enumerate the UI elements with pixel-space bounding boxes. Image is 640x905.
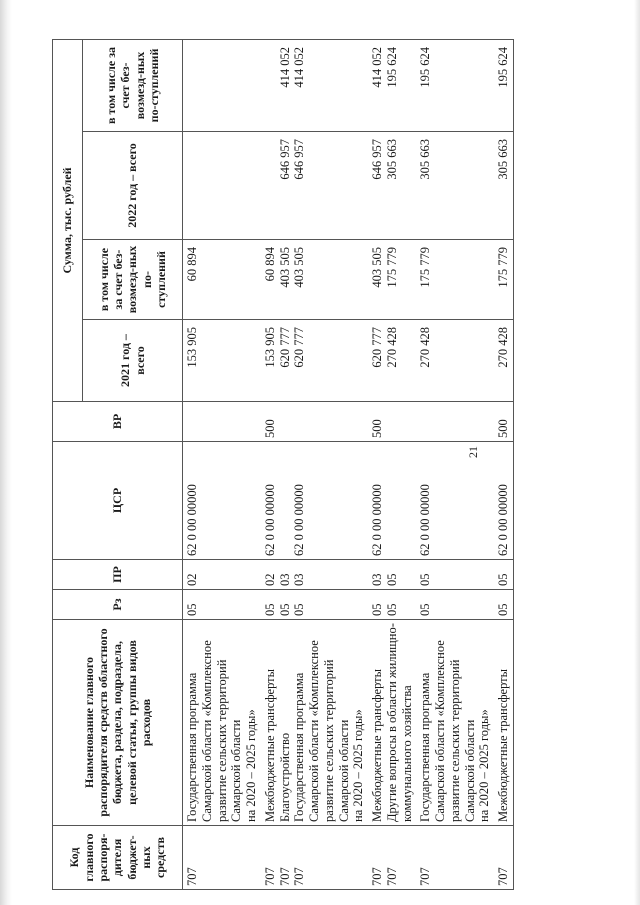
cell-line: 707 xyxy=(418,867,433,886)
total-2022-cell xyxy=(261,132,368,240)
cell-line: Государственная программа Самарской области «Комплексное развитие сельских территорий Самарской области xyxy=(185,640,244,822)
cell-line: Государственная программа Самарской области «Комплексное развитие сельских территорий Самарской области xyxy=(418,640,477,822)
vr-cell xyxy=(183,402,261,442)
cell-line: Межбюджетные трансферты xyxy=(262,668,277,822)
rz-cell xyxy=(416,590,494,620)
cell-line: 707 xyxy=(277,867,292,886)
header-code-main: Код главного распоря-дителя бюджет-ных средств xyxy=(53,826,183,890)
cell-line xyxy=(385,405,400,438)
vr-cell xyxy=(416,402,494,442)
cell-line: 707 xyxy=(262,867,277,886)
csr-cell xyxy=(494,442,513,560)
code-cell xyxy=(368,826,416,890)
cell-line: 05 xyxy=(384,573,399,586)
table-row xyxy=(416,39,494,889)
pr-cell xyxy=(368,560,416,590)
csr-cell xyxy=(183,442,261,560)
pr-cell xyxy=(183,560,261,590)
cell-line: 05 xyxy=(418,603,433,616)
cell-line: 05 xyxy=(496,573,510,586)
total-2021-cell xyxy=(368,320,416,402)
table-row xyxy=(494,39,513,889)
csr-cell xyxy=(261,442,368,560)
cell-line: 153 905 xyxy=(262,327,277,368)
cell-line: 60 894 xyxy=(185,247,199,282)
rz-cell xyxy=(368,590,416,620)
cell-line: 305 663 xyxy=(496,139,510,180)
code-cell xyxy=(261,826,368,890)
cell-line: 500 xyxy=(370,419,384,438)
cell-line: 62 0 00 00000 xyxy=(496,484,510,556)
cell-line: 707 xyxy=(384,867,399,886)
cell-line xyxy=(185,405,200,438)
cell-line: 62 0 00 00000 xyxy=(185,484,199,556)
cell-line: 305 663 xyxy=(418,139,433,180)
cell-line: 175 779 xyxy=(418,247,433,288)
header-2022-total: 2022 год – всего xyxy=(83,132,183,240)
gratuitous-2022-cell xyxy=(416,39,494,131)
name-cell xyxy=(416,620,494,826)
page-number: 21 xyxy=(466,446,480,458)
cell-line xyxy=(278,445,293,556)
cell-line: 620 777 xyxy=(370,327,384,368)
pr-cell xyxy=(416,560,494,590)
name-cell xyxy=(494,620,513,826)
cell-line: 175 779 xyxy=(384,247,399,288)
csr-cell xyxy=(368,442,416,560)
gratuitous-2021-cell xyxy=(494,240,513,320)
cell-line: 620 777 xyxy=(292,327,307,368)
cell-line: 195 624 xyxy=(418,46,433,88)
total-2021-cell xyxy=(183,320,261,402)
pr-cell xyxy=(261,560,368,590)
cell-line: Государственная программа Самарской области «Комплексное развитие сельских территорий Самарской области xyxy=(292,640,351,822)
cell-line: Межбюджетные трансферты xyxy=(496,668,510,822)
cell-line xyxy=(185,139,200,236)
cell-line: 707 xyxy=(292,867,307,886)
cell-line: 620 777 xyxy=(277,327,292,368)
cell-line: 414 052 xyxy=(292,46,307,88)
cell-line: 62 0 00 00000 xyxy=(262,484,277,556)
cell-line: Межбюджетные трансферты xyxy=(370,668,384,822)
cell-line: 414 052 xyxy=(370,46,384,88)
cell-line: 02 xyxy=(185,573,199,586)
cell-line: 414 052 xyxy=(277,46,292,88)
cell-line: 62 0 00 00000 xyxy=(418,484,433,556)
header-rz: Рз xyxy=(53,590,183,620)
total-2022-cell xyxy=(494,132,513,240)
table-body xyxy=(183,39,514,889)
cell-line: 403 505 xyxy=(277,247,292,288)
cell-line: 175 779 xyxy=(496,247,510,288)
cell-line: 403 505 xyxy=(370,247,384,288)
header-sum-group: Сумма, тыс. рублей xyxy=(53,39,83,401)
cell-line xyxy=(263,139,278,236)
cell-line: 707 xyxy=(496,867,510,886)
cell-line xyxy=(292,405,307,438)
cell-line: 03 xyxy=(277,573,292,586)
table-row xyxy=(183,39,261,889)
cell-line: 707 xyxy=(185,867,199,886)
rz-cell xyxy=(183,590,261,620)
cell-line: 500 xyxy=(262,419,277,438)
gratuitous-2022-cell xyxy=(494,39,513,131)
cell-line: 62 0 00 00000 xyxy=(292,484,307,556)
cell-line: 500 xyxy=(496,419,510,438)
cell-line: 05 xyxy=(185,603,199,616)
rz-cell xyxy=(261,590,368,620)
pr-cell xyxy=(494,560,513,590)
cell-line xyxy=(278,405,293,438)
scan-edge xyxy=(0,0,12,905)
table-row xyxy=(368,39,416,889)
header-csr: ЦСР xyxy=(53,442,183,560)
budget-table xyxy=(52,39,514,890)
name-cell xyxy=(183,620,261,826)
cell-line: 05 xyxy=(384,603,399,616)
cell-line: 05 xyxy=(262,603,277,616)
code-cell xyxy=(183,826,261,890)
cell-line: 02 xyxy=(262,573,277,586)
header-vr: ВР xyxy=(53,402,183,442)
cell-line: 646 957 xyxy=(277,139,292,180)
cell-line: 03 xyxy=(292,573,307,586)
cell-line: 646 957 xyxy=(370,139,384,180)
cell-line: 05 xyxy=(292,603,307,616)
cell-line: 03 xyxy=(370,573,384,586)
cell-line: 05 xyxy=(418,573,433,586)
vr-cell xyxy=(368,402,416,442)
cell-line: 62 0 00 00000 xyxy=(370,484,384,556)
name-cell xyxy=(261,620,368,826)
header-name: Наименование главного распорядителя средств областного бюджета, раздела, подраздела, целевой статьи, группы видов расходов xyxy=(53,620,183,826)
cell-line: Другие вопросы в области жилищно-коммунального хозяйства xyxy=(384,623,414,822)
header-pr: ПР xyxy=(53,560,183,590)
gratuitous-2021-cell xyxy=(183,240,261,320)
rz-cell xyxy=(494,590,513,620)
gratuitous-2022-cell xyxy=(368,39,416,131)
cell-line xyxy=(185,47,200,128)
header-2021-total: 2021 год – всего xyxy=(83,320,183,402)
cell-line xyxy=(263,47,278,128)
cell-line: 403 505 xyxy=(292,247,307,288)
cell-line: 195 624 xyxy=(496,46,510,88)
cell-line: 270 428 xyxy=(418,327,433,368)
cell-line: на 2020 – 2025 годы» xyxy=(351,709,366,822)
cell-line: 270 428 xyxy=(384,327,399,368)
name-cell xyxy=(368,620,416,826)
cell-line: 707 xyxy=(370,867,384,886)
cell-line: 646 957 xyxy=(292,139,307,180)
header-2022-gratuitous: в том числе за счет без-возмезд-ных по-ступлений xyxy=(83,39,183,131)
csr-cell xyxy=(416,442,494,560)
cell-line: на 2020 – 2025 годы» xyxy=(244,709,258,822)
header-2021-gratuitous: в том числе за счет без-возмезд-ных по-ступлений xyxy=(83,240,183,320)
vr-cell xyxy=(261,402,368,442)
code-cell xyxy=(494,826,513,890)
cell-line: 05 xyxy=(496,603,510,616)
total-2021-cell xyxy=(261,320,368,402)
cell-line xyxy=(385,445,400,556)
gratuitous-2022-cell xyxy=(261,39,368,131)
total-2022-cell xyxy=(183,132,261,240)
code-cell xyxy=(416,826,494,890)
table-row xyxy=(261,39,368,889)
total-2021-cell xyxy=(494,320,513,402)
total-2022-cell xyxy=(368,132,416,240)
cell-line: на 2020 – 2025 годы» xyxy=(477,709,492,822)
cell-line: 60 894 xyxy=(262,247,277,282)
gratuitous-2021-cell xyxy=(261,240,368,320)
vr-cell xyxy=(494,402,513,442)
cell-line: 05 xyxy=(370,603,384,616)
cell-line: 05 xyxy=(277,603,292,616)
total-2022-cell xyxy=(416,132,494,240)
cell-line: 195 624 xyxy=(384,46,399,88)
budget-table-rotated xyxy=(52,40,636,890)
cell-line: 153 905 xyxy=(185,327,199,368)
gratuitous-2021-cell xyxy=(416,240,494,320)
gratuitous-2021-cell xyxy=(368,240,416,320)
cell-line: 270 428 xyxy=(496,327,510,368)
cell-line xyxy=(418,405,433,438)
total-2021-cell xyxy=(416,320,494,402)
cell-line: 305 663 xyxy=(384,139,399,180)
cell-line: Благоустройство xyxy=(277,732,292,822)
gratuitous-2022-cell xyxy=(183,39,261,131)
